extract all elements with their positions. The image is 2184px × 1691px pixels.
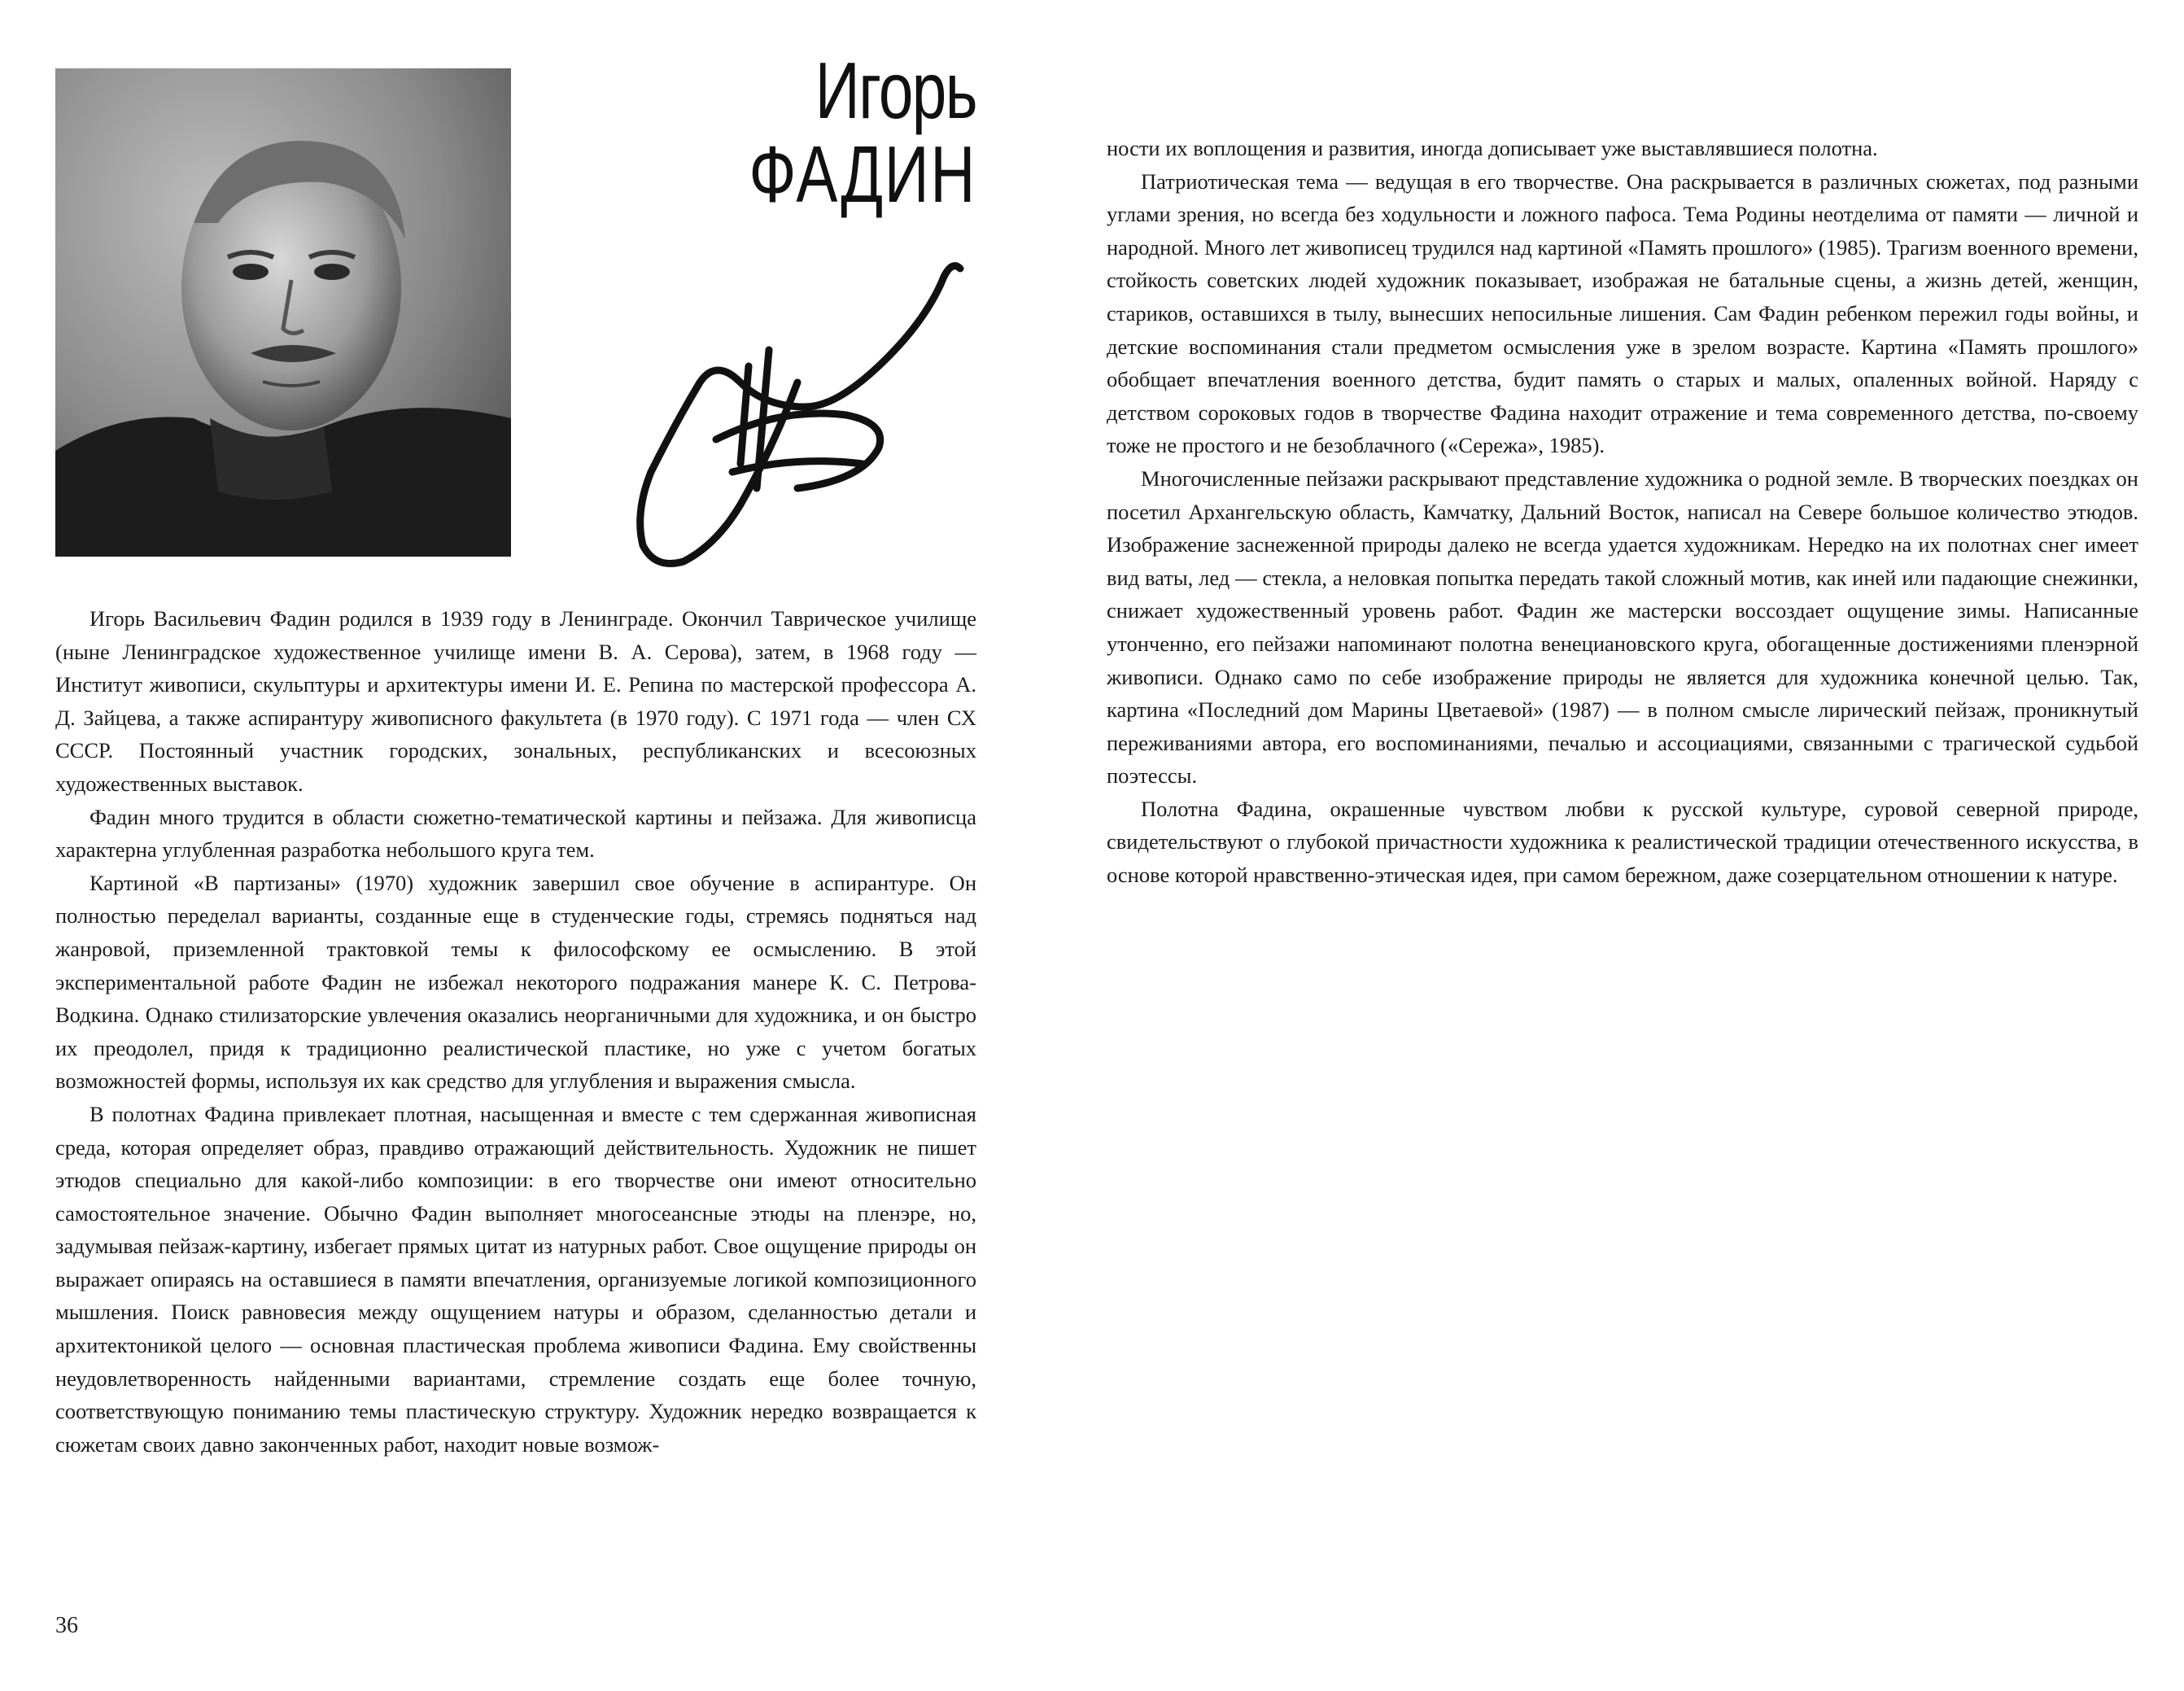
artist-first-name: Игорь (815, 46, 976, 135)
paragraph: Полотна Фадина, окрашенные чувством любви к русской культуре, суровой северной природе, свидетельствуют о глубокой причастности художника к реалистической традиции отечественного искусства, в основе которой нравственно-этическая идея, при самом бережном, даже созерцательном отношении к натуре. (1107, 796, 2138, 888)
left-page (0, 0, 1074, 1691)
signature-icon (618, 244, 976, 586)
paragraph: ности их воплощения и развития, иногда дописывает уже выставлявшиеся полотна. (1107, 136, 1878, 160)
left-page-text (55, 602, 976, 1461)
page-number: 36 (55, 1613, 78, 1638)
paragraph: Многочисленные пейзажи раскрывают представление художника о родной земле. В творческих поездках он посетил Архангельскую область, Камчатку, Дальний Восток, написал на Севере большое количество этюдов. Изображение заснеженной природы далеко не всегда удается художникам. Нередко на их полотнах снег имеет вид ваты, лед — стекла, а неловкая попытка передать такой сложный мотив, как иней или падающие снежинки, снижает художественный уровень работ. Фадин же мастерски воссоздает ощущение зимы. Написанные утонченно, его пейзажи напоминают полотна венециановского круга, обогащенные достижениями пленэрной живописи. Однако само по себе изображение природы не является для художника конечной целью. Так, картина «Последний дом Марины Цветаевой» (1987) — в полном смысле лирический пейзаж, проникнутый переживаниями автора, его воспоминаниями, печалью и ассоциациями, связанными с трагической судьбой поэтессы. (1107, 465, 2138, 789)
paragraph: Патриотическая тема — ведущая в его творчестве. Она раскрывается в различных сюжетах, под разными углами зрения, но всегда без ходульности и ложного пафоса. Тема Родины неотделима от памяти — личной и народной. Много лет живописец трудился над картиной «Память прошлого» (1985). Трагизм военного времени, стойкость советских людей художник показывает, изображая не батальные сцены, а жизнь детей, женщин, стариков, оставшихся в тылу, вынесших непосильные лишения. Сам Фадин ребенком пережил годы войны, и детские воспоминания стали предметом осмысления уже в зрелом возрасте. Картина «Память прошлого» обобщает впечатления военного детства, будит память о старых и малых, опаленных войной. Наряду с детством сороковых годов в творчестве Фадина находит отражение и тема современного детства, по-своему тоже не простого и не безоблачного («Сережа», 1985). (1107, 168, 2138, 458)
paragraph: В полотнах Фадина привлекает плотная, насыщенная и вместе с тем сдержанная живописная среда, которая определяет образ, правдиво отражающий действительность. Художник не пишет этюдов специально для какой-либо композиции: в его творчестве они имеют относительно самостоятельное значение. Обычно Фадин выполняет многосеансные этюды на пленэре, но, задумывая пейзаж-картину, избегает прямых цитат из натурных работ. Свое ощущение природы он выражает опираясь на оставшиеся в памяти впечатления, организуемые логикой композиционного мышления. Поиск равновесия между ощущением натуры и образом, сделанностью детали и архитектоникой целого — основная пластическая проблема живописи Фадина. Ему свойственны неудовлетворенность найденными вариантами, стремление создать еще более точную, соответствующую пониманию темы пластическую структуру. Художник нередко возвращается к сюжетам своих давно законченных работ, находит новые возмож- (55, 1101, 976, 1457)
right-page (1074, 0, 2184, 1691)
artist-last-name: ФАДИН (749, 129, 976, 219)
paragraph: Картиной «В партизаны» (1970) художник завершил свое обучение в аспирантуре. Он полностью переделал варианты, созданные еще в студенческие годы, стремясь подняться над жанровой, приземленной трактовкой темы к философскому ее осмыслению. В этой экспериментальной работе Фадин не избежал некоторого подражания манере К. С. Петрова-Водкина. Однако стилизаторские увлечения оказались неорганичными для художника, и он быстро их преодолел, придя к традиционно реалистической пластике, но уже с учетом богатых возможностей формы, используя их как средство для углубления и выражения смысла. (55, 870, 976, 1094)
artist-name (602, 46, 976, 219)
right-page-text (1107, 132, 2138, 892)
paragraph: Фадин много трудится в области сюжетно-тематической картины и пейзажа. Для живописца характерна углубленная разработка небольшого круга тем. (55, 804, 976, 863)
portrait-photo (55, 68, 511, 557)
paragraph: Игорь Васильевич Фадин родился в 1939 году в Ленинграде. Окончил Таврическое училище (ныне Ленинградское художественное училище имени В. А. Серова), затем, в 1968 году — Институт живописи, скульптуры и архитектуры имени И. Е. Репина по мастерской профессора А. Д. Зайцева, а также аспирантуру живописного факультета (в 1970 году). С 1971 года — член СХ СССР. Постоянный участник городских, зональных, республиканских и всесоюзных художественных выставок. (55, 606, 976, 796)
